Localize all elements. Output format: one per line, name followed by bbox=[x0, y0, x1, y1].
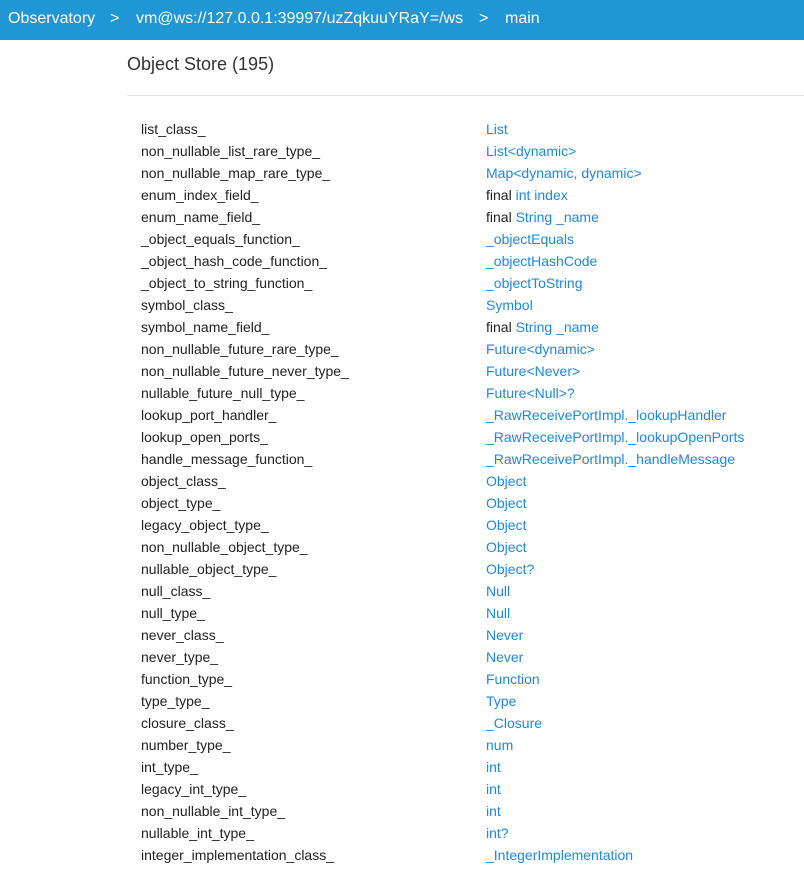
object-store-row bbox=[0, 535, 804, 557]
object-store-row bbox=[0, 117, 804, 139]
value-link[interactable]: _RawReceivePortImpl. bbox=[486, 407, 629, 423]
object-store-row bbox=[0, 337, 804, 359]
value-link[interactable]: Null bbox=[486, 605, 511, 621]
field-name: non_nullable_int_type_ bbox=[141, 803, 286, 819]
field-value bbox=[486, 319, 599, 335]
field-value bbox=[486, 385, 575, 401]
value-text: final bbox=[486, 209, 516, 225]
breadcrumb-separator: > bbox=[479, 10, 489, 27]
value-link[interactable]: Object bbox=[486, 473, 527, 489]
object-store-row bbox=[0, 491, 804, 513]
object-store-row bbox=[0, 403, 804, 425]
breadcrumb-observatory[interactable]: Observatory bbox=[8, 10, 96, 27]
field-name: symbol_name_field_ bbox=[141, 319, 270, 335]
field-name: _object_hash_code_function_ bbox=[141, 253, 328, 269]
field-value bbox=[486, 165, 642, 181]
value-link[interactable]: int bbox=[486, 781, 501, 797]
value-link[interactable]: _objectEquals bbox=[486, 231, 574, 247]
object-store-row bbox=[0, 271, 804, 293]
object-store-row bbox=[0, 711, 804, 733]
value-link[interactable]: Never bbox=[486, 627, 524, 643]
field-name: integer_implementation_class_ bbox=[141, 847, 334, 863]
value-link[interactable]: String bbox=[515, 319, 553, 335]
object-store-row bbox=[0, 139, 804, 161]
field-value bbox=[486, 803, 501, 819]
field-name: _object_equals_function_ bbox=[141, 231, 300, 247]
field-name: never_type_ bbox=[141, 649, 219, 665]
field-name: non_nullable_future_rare_type_ bbox=[141, 341, 339, 357]
field-name: number_type_ bbox=[141, 737, 231, 753]
field-name: lookup_open_ports_ bbox=[141, 429, 268, 445]
object-store-row bbox=[0, 799, 804, 821]
object-store-row bbox=[0, 249, 804, 271]
field-value bbox=[486, 539, 526, 555]
value-link[interactable]: List bbox=[486, 121, 508, 137]
object-store-row bbox=[0, 425, 804, 447]
value-link[interactable]: Object bbox=[486, 539, 527, 555]
field-value bbox=[486, 605, 510, 621]
field-name: enum_name_field_ bbox=[141, 209, 261, 225]
value-link[interactable]: Future<Never> bbox=[486, 363, 581, 379]
value-link[interactable]: Future<dynamic> bbox=[486, 341, 595, 357]
page-title: Object Store (195) bbox=[127, 54, 275, 74]
field-value bbox=[486, 275, 583, 291]
field-value bbox=[486, 847, 633, 863]
field-name: null_class_ bbox=[141, 583, 211, 599]
value-link[interactable]: _IntegerImplementation bbox=[486, 847, 634, 863]
field-name: lookup_port_handler_ bbox=[141, 407, 277, 423]
object-store-row bbox=[0, 689, 804, 711]
value-link[interactable]: Map<dynamic, dynamic> bbox=[486, 165, 642, 181]
field-name: nullable_object_type_ bbox=[141, 561, 277, 577]
field-value bbox=[486, 407, 726, 423]
divider bbox=[127, 95, 804, 96]
breadcrumb-separator: > bbox=[110, 10, 120, 27]
value-link[interactable]: _RawReceivePortImpl. bbox=[486, 429, 629, 445]
value-text: final bbox=[486, 187, 516, 203]
field-name: legacy_object_type_ bbox=[141, 517, 269, 533]
field-value bbox=[486, 759, 501, 775]
object-store-row bbox=[0, 469, 804, 491]
field-name: enum_index_field_ bbox=[141, 187, 259, 203]
value-link[interactable]: _handleMessage bbox=[628, 451, 736, 467]
value-link[interactable]: Object bbox=[486, 517, 527, 533]
field-name: never_class_ bbox=[141, 627, 224, 643]
object-store-row bbox=[0, 183, 804, 205]
value-link[interactable]: Type bbox=[486, 693, 517, 709]
field-value bbox=[486, 231, 574, 247]
value-link[interactable]: int bbox=[486, 759, 501, 775]
breadcrumb-vm[interactable]: vm@ws://127.0.0.1:39997/uzZqkuuYRaY=/ws bbox=[136, 10, 464, 27]
field-value bbox=[486, 649, 523, 665]
field-name: symbol_class_ bbox=[141, 297, 233, 313]
value-link[interactable]: Object bbox=[486, 495, 527, 511]
value-link[interactable]: num bbox=[486, 737, 514, 753]
value-link[interactable]: Future<Null>? bbox=[486, 385, 575, 401]
object-store-row bbox=[0, 645, 804, 667]
object-store-row bbox=[0, 513, 804, 535]
object-store-row bbox=[0, 623, 804, 645]
value-link[interactable]: _Closure bbox=[486, 715, 543, 731]
field-name: nullable_int_type_ bbox=[141, 825, 254, 841]
value-link[interactable]: String bbox=[515, 209, 553, 225]
object-store-list bbox=[0, 117, 804, 865]
field-value bbox=[486, 627, 523, 643]
field-value bbox=[486, 517, 526, 533]
field-name: list_class_ bbox=[141, 121, 206, 137]
value-link[interactable]: _objectToString bbox=[486, 275, 583, 291]
value-link[interactable]: _name bbox=[556, 209, 599, 225]
field-value bbox=[486, 671, 540, 687]
field-value bbox=[486, 429, 744, 445]
field-name: non_nullable_list_rare_type_ bbox=[141, 143, 321, 159]
field-value bbox=[486, 253, 597, 269]
breadcrumb-isolate-main[interactable]: main bbox=[505, 10, 540, 27]
object-store-row bbox=[0, 755, 804, 777]
object-store-row bbox=[0, 557, 804, 579]
value-link[interactable]: List<dynamic> bbox=[486, 143, 577, 159]
value-link[interactable]: int? bbox=[486, 825, 509, 841]
field-name: non_nullable_object_type_ bbox=[141, 539, 308, 555]
object-store-row bbox=[0, 821, 804, 843]
field-value bbox=[486, 209, 599, 225]
field-name: null_type_ bbox=[141, 605, 205, 621]
object-store-row bbox=[0, 843, 804, 865]
value-link[interactable]: _objectHashCode bbox=[486, 253, 598, 269]
field-value bbox=[486, 825, 509, 841]
object-store-row bbox=[0, 205, 804, 227]
field-name: _object_to_string_function_ bbox=[141, 275, 313, 291]
value-text: final bbox=[486, 319, 516, 335]
value-link[interactable]: _RawReceivePortImpl. bbox=[486, 451, 629, 467]
top-navbar bbox=[0, 0, 804, 40]
value-link[interactable]: Null bbox=[486, 583, 511, 599]
object-store-row bbox=[0, 601, 804, 623]
value-link[interactable]: int bbox=[486, 803, 501, 819]
object-store-row bbox=[0, 293, 804, 315]
field-value bbox=[486, 583, 510, 599]
field-name: int_type_ bbox=[141, 759, 198, 775]
object-store-row bbox=[0, 579, 804, 601]
field-value bbox=[486, 693, 516, 709]
object-store-row bbox=[0, 777, 804, 799]
field-value bbox=[486, 363, 580, 379]
field-name: legacy_int_type_ bbox=[141, 781, 247, 797]
value-link[interactable]: Function bbox=[486, 671, 540, 687]
field-name: nullable_future_null_type_ bbox=[141, 385, 305, 401]
object-store-row bbox=[0, 381, 804, 403]
field-value bbox=[486, 451, 735, 467]
field-name: non_nullable_future_never_type_ bbox=[141, 363, 349, 379]
field-name: closure_class_ bbox=[141, 715, 234, 731]
field-value bbox=[486, 561, 534, 577]
value-link[interactable]: int bbox=[515, 187, 531, 203]
value-link[interactable]: index bbox=[534, 187, 568, 203]
value-link[interactable]: _name bbox=[556, 319, 599, 335]
object-store-row bbox=[0, 733, 804, 755]
field-name: handle_message_function_ bbox=[141, 451, 313, 467]
object-store-row bbox=[0, 359, 804, 381]
value-link[interactable]: Object? bbox=[486, 561, 535, 577]
field-value bbox=[486, 187, 568, 203]
field-value bbox=[486, 715, 542, 731]
field-value bbox=[486, 495, 526, 511]
value-link[interactable]: _lookupHandler bbox=[628, 407, 727, 423]
field-value bbox=[486, 297, 533, 313]
value-link[interactable]: Never bbox=[486, 649, 524, 665]
object-store-row bbox=[0, 161, 804, 183]
field-value bbox=[486, 781, 501, 797]
field-value bbox=[486, 473, 526, 489]
field-name: non_nullable_map_rare_type_ bbox=[141, 165, 331, 181]
field-name: function_type_ bbox=[141, 671, 233, 687]
value-link[interactable]: Symbol bbox=[486, 297, 533, 313]
field-name: type_type_ bbox=[141, 693, 210, 709]
field-name: object_type_ bbox=[141, 495, 221, 511]
field-value bbox=[486, 341, 595, 357]
object-store-row bbox=[0, 447, 804, 469]
field-name: object_class_ bbox=[141, 473, 226, 489]
object-store-row bbox=[0, 667, 804, 689]
object-store-row bbox=[0, 227, 804, 249]
field-value bbox=[486, 143, 576, 159]
field-value bbox=[486, 737, 513, 753]
field-value bbox=[486, 121, 508, 137]
object-store-row bbox=[0, 315, 804, 337]
value-link[interactable]: _lookupOpenPorts bbox=[628, 429, 745, 445]
